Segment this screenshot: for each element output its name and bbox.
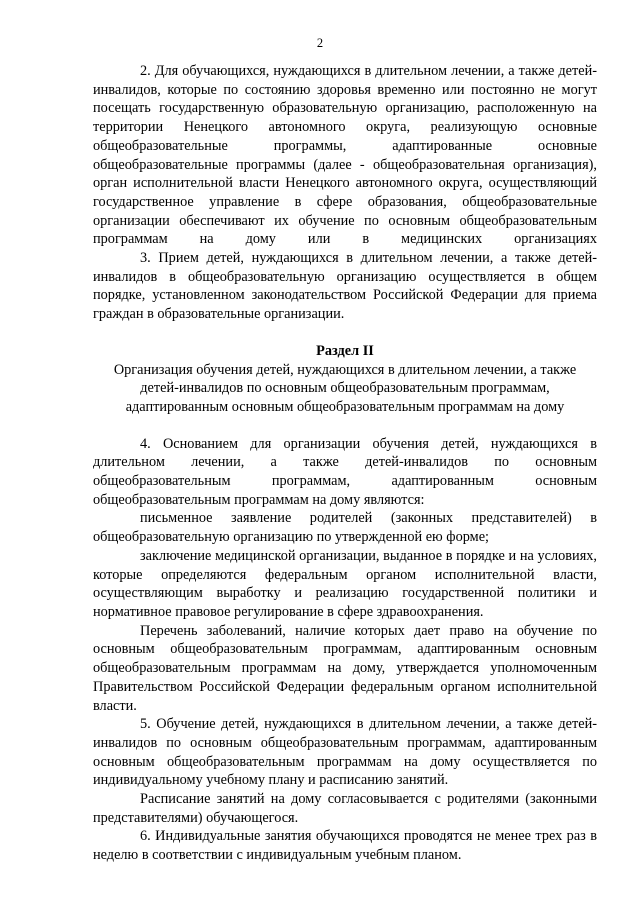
paragraph-6: 6. Индивидуальные занятия обучающихся проводятся не менее трех раз в неделю в соответствии с индивидуальным учебным планом. — [93, 828, 597, 864]
paragraph-3: 3. Прием детей, нуждающихся в длительном лечении, а также детей-инвалидов в общеобразовательную организацию осуществляется в общем порядке, установленном законодательством Российской Федерации для приема граждан в образовательные организации. — [93, 250, 597, 323]
page-number: 2 — [316, 36, 324, 50]
paragraph-4: 4. Основанием для организации обучения детей, нуждающихся в длительном лечении, а также детей-инвалидов по основным общеобразовательным программам, адаптированным основным общеобразовательным программам на дому являются: — [93, 435, 597, 508]
paragraph-basis-application: письменное заявление родителей (законных представителей) в общеобразовательную организацию по утвержденной ею форме; — [93, 510, 597, 546]
paragraph-basis-medical: заключение медицинской организации, выданное в порядке и на условиях, которые определяются федеральным органом исполнительной власти, осуществляющим выработку и реализацию государственной политики и нормативное правовое регулирование в сфере здравоохранения. — [93, 547, 597, 620]
paragraph-schedule: Расписание занятий на дому согласовывается с родителями (законными представителями) обучающегося. — [93, 791, 597, 826]
section-header — [93, 342, 597, 417]
paragraph-5: 5. Обучение детей, нуждающихся в длительном лечении, а также детей-инвалидов по основным общеобразовательным программам, адаптированным основным общеобразовательным программам на дому осуществляется по индивидуальному учебному плану и расписанию занятий. — [93, 716, 597, 789]
paragraph-disease-list: Перечень заболеваний, наличие которых дает право на обучение по основным общеобразовательным программам, адаптированным основным общеобразовательным программам на дому, утверждается уполномоченным Правительством Российской Федерации федеральным органом исполнительной власти. — [93, 622, 597, 714]
section-title: Раздел II — [316, 342, 374, 359]
document-body — [93, 62, 597, 865]
paragraph-2: 2. Для обучающихся, нуждающихся в длительном лечении, а также детей-инвалидов, которые по состоянию здоровья временно или постоянно не могут посещать государственную образовательную организацию, расположенную на территории Ненецкого автономного округа, реализующую основные общеобразовательные программы, адаптированные основные общеобразовательные программы (далее - общеобразовательная организация), орган исполнительной власти Ненецкого автономного округа, осуществляющий государственное управление в сфере образования, общеобразовательные организации обеспечивают их обучение по основным общеобразовательным программам на дому или в медицинских организациях — [93, 63, 597, 248]
section-heading: Организация обучения детей, нуждающихся в длительном лечении, а также детей-инвалидов по основным общеобразовательным программам, адаптированным основным общеобразовательным программам на дому — [113, 361, 577, 415]
